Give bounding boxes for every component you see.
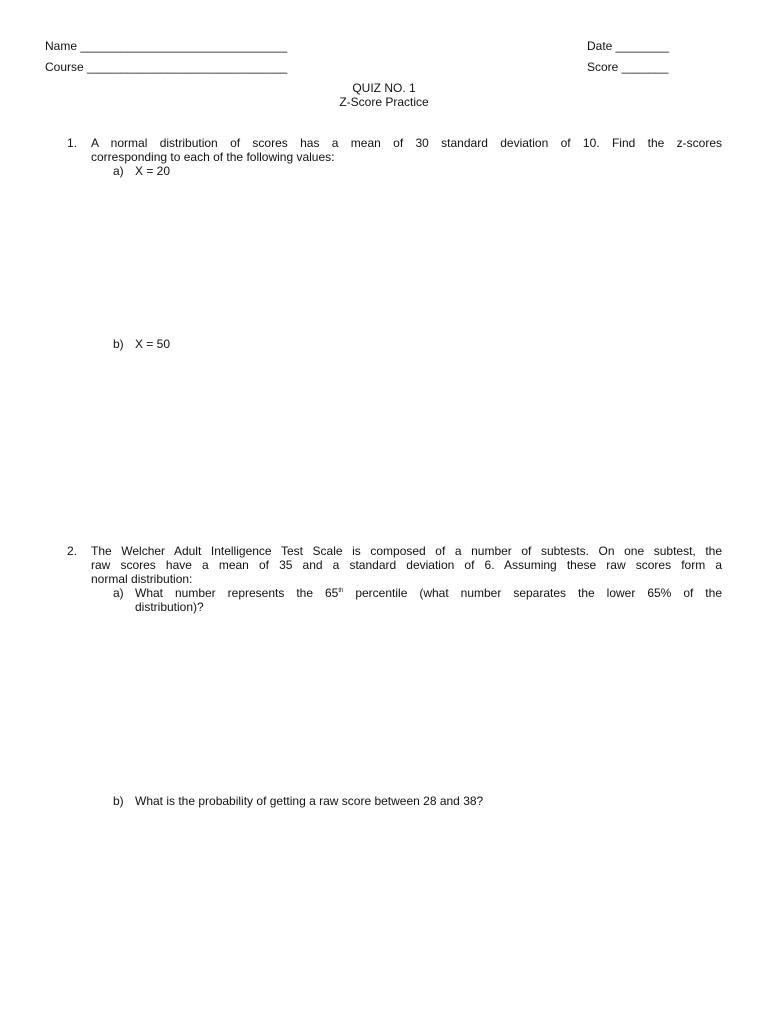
question-2a-line: [135, 586, 722, 600]
question-2b-text: What is the probability of getting a raw score between 28 and 38?: [135, 794, 484, 808]
question-2-line: raw scores have a mean of 35 and a standard deviation of 6. Assuming these raw scores form a: [91, 558, 722, 572]
quiz-title: QUIZ NO. 1: [352, 81, 416, 95]
question-1-text: [91, 136, 722, 164]
question-2-line: The Welcher Adult Intelligence Test Scale is composed of a number of subtests. On one subtest, the: [91, 544, 722, 558]
question-1-line: A normal distribution of scores has a mean of 30 standard deviation of 10. Find the z-scores: [91, 136, 722, 150]
question-1a-text: X = 20: [135, 164, 171, 178]
question-1a-label: a): [113, 164, 124, 178]
question-2a-text-after: percentile (what number separates the lower 65% of the: [343, 586, 722, 600]
question-1b-text: X = 50: [135, 337, 171, 351]
question-2a-line: distribution)?: [135, 600, 204, 614]
score-field[interactable]: Score _______: [587, 60, 669, 74]
date-field[interactable]: Date ________: [587, 39, 670, 53]
question-2-text: [91, 544, 722, 586]
ordinal-suffix: th: [338, 588, 344, 594]
question-1b-label: b): [113, 337, 124, 351]
quiz-subtitle: Z-Score Practice: [339, 95, 429, 109]
question-2a-text: [135, 586, 722, 614]
course-field[interactable]: Course ______________________________: [45, 60, 288, 74]
question-2b-label: b): [113, 794, 124, 808]
question-1-number: 1.: [67, 136, 78, 150]
question-2a-label: a): [113, 586, 124, 600]
name-field[interactable]: Name _______________________________: [45, 39, 288, 53]
question-1-line: corresponding to each of the following values:: [91, 150, 335, 164]
question-2a-text-before: What number represents the 65: [135, 586, 339, 600]
question-2-line: normal distribution:: [91, 572, 193, 586]
question-2-number: 2.: [67, 544, 78, 558]
